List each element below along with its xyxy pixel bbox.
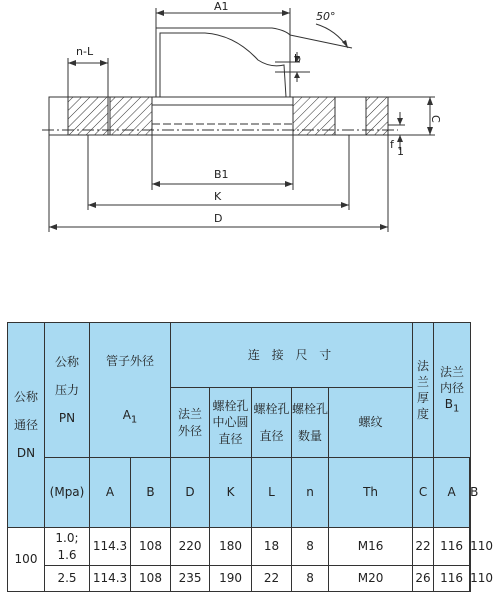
label-f: f [390,138,394,151]
header-bolt-dia [252,388,292,458]
cell-c: 22 [413,528,434,566]
cell-th: M16 [329,528,413,566]
header-connection: 连 接 尺 寸 [171,323,413,388]
label-c: C [429,115,442,123]
header-flange-od [171,388,210,458]
header-b1-sub: 1 [452,403,460,415]
label-d: D [214,212,223,225]
label-b: b [294,52,301,65]
label-b1: B1 [214,168,229,181]
header-bolt-pcd-1: 螺栓孔 [212,399,249,414]
header-bolt-dia-2: 直径 [259,428,284,443]
cell-a: 114.3 [90,528,131,566]
label-f-sub: 1 [397,145,404,158]
table-row [8,528,471,566]
cell-b2: 110 [470,571,493,586]
header-flange-od-2: 外径 [178,423,203,438]
header-thickness [413,323,434,458]
header-a1-sub: 1 [130,414,138,426]
header-bolt-pcd-3: 直径 [218,431,243,446]
header-bolt-dia-1: 螺栓孔 [253,402,290,417]
sym-d: D [171,458,210,528]
flange-drawing [0,0,478,250]
sym-a2: A [434,458,470,528]
label-angle: 50° [316,10,336,23]
cell-pn [45,528,90,566]
cell-l: 22 [252,566,292,592]
cell-dn: 100 [8,528,45,592]
cell-a2: 116 [434,528,470,566]
header-bore-2: 内径 [440,381,465,396]
header-bore-1: 法兰 [440,364,465,379]
header-dn [8,323,45,528]
label-k: K [214,190,222,203]
header-dn-2: 通径 [13,417,38,432]
header-bore [434,323,471,458]
label-a1: A1 [214,0,229,13]
hatch-right-inner [293,97,335,135]
hatch-left-outer [68,97,108,135]
header-bolt-pcd-2: 中心圆 [212,415,249,430]
hatch-right-outer [366,97,388,135]
cell-b2: 110 [470,539,493,554]
sym-c: C [413,458,434,528]
cell-pn-1: 1.0; [55,531,79,546]
sym-b: B [131,458,171,528]
hatch-left-inner [110,97,152,135]
spec-table [7,322,493,592]
sym-k: K [210,458,252,528]
header-pipe-od [90,323,171,458]
header-a1: $A_1$ [122,408,138,426]
cell-n: 8 [292,528,329,566]
cell-l: 18 [252,528,292,566]
sym-n: n [292,458,329,528]
cell-th: M20 [329,566,413,592]
sym-th: Th [329,458,413,528]
cell-k: 180 [210,528,252,566]
header-flange-od-1: 法兰 [178,407,203,422]
cell-k: 190 [210,566,252,592]
header-pn-2: 压力 [54,382,79,397]
header-bolt-qty [292,388,329,458]
pipe-profile [156,28,290,97]
cell-c: 26 [413,566,434,592]
header-pipe-od-label: 管子外径 [106,353,155,368]
cell-n: 8 [292,566,329,592]
cell-a2: 116 [434,566,470,592]
sym-b2: B [470,485,479,500]
header-dn-3: DN [16,446,36,461]
header-thread: 螺纹 [329,388,413,458]
cell-b: 108 [131,566,171,592]
cell-pn: 2.5 [45,566,90,592]
cell-pn-2: 1.6 [57,547,77,562]
cell-d: 220 [171,528,210,566]
header-pn-3: PN [58,411,76,426]
header-bolt-qty-1: 螺栓孔 [292,402,329,417]
header-thickness-2: 厚度 [417,391,430,422]
sym-a: A [90,458,131,528]
header-bolt-qty-2: 数量 [298,428,323,443]
sym-l: L [252,458,292,528]
header-b1: $B_1$ [444,397,460,415]
table-row [8,566,471,592]
cell-d: 235 [171,566,210,592]
header-pn-1: 公称 [54,354,79,369]
header-thickness-1: 法兰 [417,358,430,389]
header-pn-unit: (Mpa) [45,458,90,528]
header-bolt-pcd [210,388,252,458]
header-dn-1: 公称 [13,389,38,404]
header-pn [45,323,90,458]
cell-b: 108 [131,528,171,566]
cell-a: 114.3 [90,566,131,592]
label-nl: n-L [76,45,94,58]
